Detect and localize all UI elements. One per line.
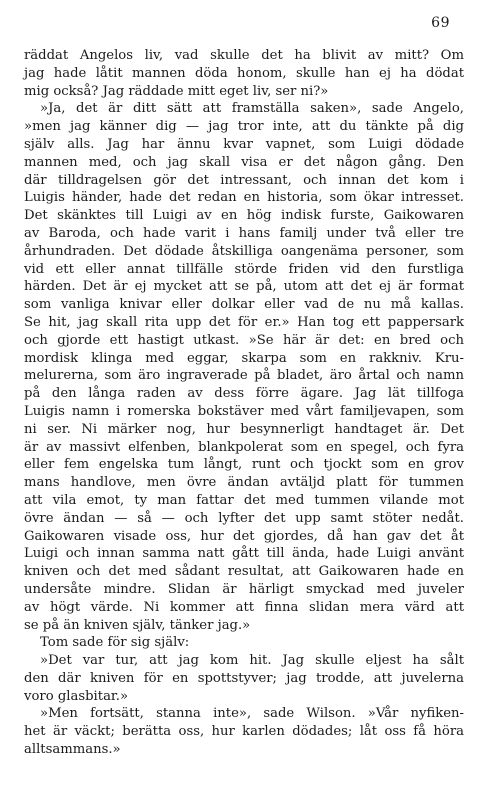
text-line: Det skänktes till Luigi av en hög indisk furste, Gaikowaren: [24, 208, 464, 224]
text-line: Se hit, jag skall rita upp det för er.» Han tog ett pappersark: [24, 314, 464, 330]
text-line: övre ändan — så — och lyfter det upp samt stöter nedåt.: [24, 510, 464, 526]
text-line: att vila emot, ty man fattar det med tummen vilande mot: [24, 492, 464, 508]
text-line: mans handlove, men övre ändan avtäljd platt för tummen: [24, 475, 464, 491]
text-line: jag hade låtit mannen döda honom, skulle han ej ha dödat: [24, 65, 464, 81]
text-line: mannen med, och jag skall visa er det någon gång. Den: [24, 154, 464, 170]
text-line: Luigis namn i romerska bokstäver med vårt familjevapen, som: [24, 403, 464, 419]
text-line: av Baroda, och hade varit i hans familj under två eller tre: [24, 225, 464, 241]
text-line: mordisk klinga med eggar, skarpa som en rakkniv. Kru-: [24, 350, 464, 366]
body-text: [24, 47, 464, 759]
text-line: själv alls. Jag har ännu kvar vapnet, som Luigi dödade: [24, 136, 464, 152]
text-line: ni ser. Ni märker nog, hur besynnerligt handtaget är. Det: [24, 421, 464, 437]
text-line: på den långa raden av dess förre ägare. Jag lät tillfoga: [24, 386, 464, 402]
paragraph: [24, 634, 464, 652]
text-line: Luigi och innan samma natt gått till ända, hade Luigi använt: [24, 546, 464, 562]
text-line: het är väckt; berätta oss, hur karlen dödades; låt oss få höra: [24, 724, 464, 740]
page-number: 69: [431, 15, 450, 31]
text-line: eller fem engelska tum långt, runt och tjockt som en grov: [24, 457, 464, 473]
paragraph: [24, 705, 464, 758]
text-line: århundraden. Det dödade åtskilliga oangenäma personer, som: [24, 243, 464, 259]
text-line: »men jag känner dig — jag tror inte, att du tänkte på dig: [24, 119, 464, 135]
text-line: »Ja, det är ditt sätt att framställa saken», sade Angelo,: [40, 101, 464, 117]
paragraph: [24, 100, 464, 634]
text-line: vid ett eller annat tillfälle störde friden vid den furstliga: [24, 261, 464, 277]
text-line: som vanliga knivar eller dolkar eller vad de nu må kallas.: [24, 297, 464, 313]
text-line: och gjorde ett hastigt utkast. »Se här är det: en bred och: [24, 332, 464, 348]
text-line: mig också? Jag räddade mitt eget liv, ser ni?»: [24, 83, 329, 99]
text-line: alltsammans.»: [24, 742, 121, 758]
text-line: räddat Angelos liv, vad skulle det ha blivit av mitt? Om: [24, 48, 464, 63]
text-line: »Men fortsätt, stanna inte», sade Wilson. »Vår nyfiken-: [40, 706, 464, 722]
paragraph: [24, 652, 464, 705]
text-line: voro glasbitar.»: [24, 688, 129, 704]
text-line: Tom sade för sig själv:: [40, 635, 190, 651]
text-line: kniven och det med sådant resultat, att Gaikowaren hade en: [24, 564, 464, 580]
text-line: där tilldragelsen gör det intressant, och innan det kom i: [24, 172, 464, 188]
paragraph: [24, 47, 464, 100]
text-line: melurerna, som äro ingraverade på bladet, äro årtal och namn: [24, 368, 464, 384]
text-line: Luigis händer, hade det redan en historia, som ökar intresset.: [24, 190, 464, 206]
text-line: av högt värde. Ni kommer att finna slidan mera värd att: [24, 599, 464, 615]
text-line: se på än kniven själv, tänker jag.»: [24, 617, 251, 633]
text-line: härden. Det är ej mycket att se på, utom att det ej är format: [24, 279, 464, 295]
text-line: undersåte mindre. Slidan är härligt smyckad med juveler: [24, 581, 464, 597]
text-line: »Det var tur, att jag kom hit. Jag skulle eljest ha sålt: [40, 653, 464, 669]
text-line: den där kniven för en spottstyver; jag trodde, att juvelerna: [24, 670, 464, 686]
text-line: Gaikowaren visade oss, hur det gjordes, då han gav det åt: [24, 528, 464, 544]
text-line: är av massivt elfenben, blankpolerat som en spegel, och fyra: [24, 439, 464, 455]
